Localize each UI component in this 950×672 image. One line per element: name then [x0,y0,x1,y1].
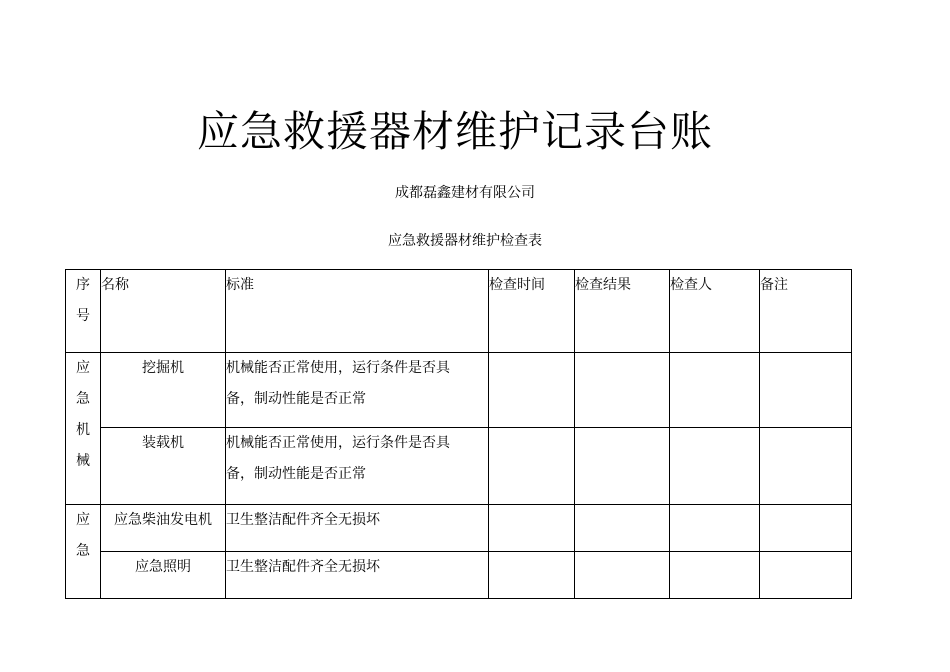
standard-line: 备，制动性能是否正常 [226,391,366,407]
category-char: 械 [76,453,90,469]
category-cell [66,353,101,505]
equipment-name: 应急柴油发电机 [101,505,226,552]
header-row [66,270,852,353]
header-name: 名称 [101,270,226,353]
check-result-cell[interactable] [575,428,670,505]
standard-cell [226,552,489,599]
category-cell [66,505,101,599]
document-title: 应急救援器材维护记录台账 [196,107,713,156]
header-check-time: 检查时间 [489,270,575,353]
remark-cell[interactable] [760,353,852,428]
category-char: 应 [76,360,90,376]
table-row [66,353,852,428]
header-seq-char: 号 [76,308,90,324]
inspector-cell[interactable] [670,353,760,428]
check-time-cell[interactable] [489,428,575,505]
company-name: 成都磊鑫建材有限公司 [395,185,535,201]
standard-cell [226,353,489,428]
category-char: 应 [76,512,90,528]
inspector-cell[interactable] [670,428,760,505]
table-subtitle: 应急救援器材维护检查表 [388,233,542,249]
check-time-cell[interactable] [489,552,575,599]
standard-line: 备，制动性能是否正常 [226,466,366,482]
header-seq [66,270,101,353]
inspector-cell[interactable] [670,505,760,552]
remark-cell[interactable] [760,428,852,505]
table-row [66,428,852,505]
remark-cell[interactable] [760,552,852,599]
check-time-cell[interactable] [489,353,575,428]
category-char: 机 [76,422,90,438]
check-time-cell[interactable] [489,505,575,552]
standard-line: 机械能否正常使用，运行条件是否具 [226,435,450,451]
standard-cell [226,428,489,505]
header-remark: 备注 [760,270,852,353]
equipment-name: 应急照明 [101,552,226,599]
equipment-name: 装载机 [101,428,226,505]
standard-line: 卫生整洁配件齐全无损坏 [226,512,380,528]
equipment-name: 挖掘机 [101,353,226,428]
table-row [66,505,852,552]
header-seq-char: 序 [76,277,90,293]
check-result-cell[interactable] [575,353,670,428]
header-inspector: 检查人 [670,270,760,353]
check-result-cell[interactable] [575,505,670,552]
standard-line: 卫生整洁配件齐全无损坏 [226,559,380,575]
header-standard: 标准 [226,270,489,353]
inspector-cell[interactable] [670,552,760,599]
table-row [66,552,852,599]
header-check-result: 检查结果 [575,270,670,353]
category-char: 急 [76,391,90,407]
check-result-cell[interactable] [575,552,670,599]
standard-cell [226,505,489,552]
category-char: 急 [76,543,90,559]
standard-line: 机械能否正常使用，运行条件是否具 [226,360,450,376]
maintenance-record-table [65,269,852,599]
remark-cell[interactable] [760,505,852,552]
